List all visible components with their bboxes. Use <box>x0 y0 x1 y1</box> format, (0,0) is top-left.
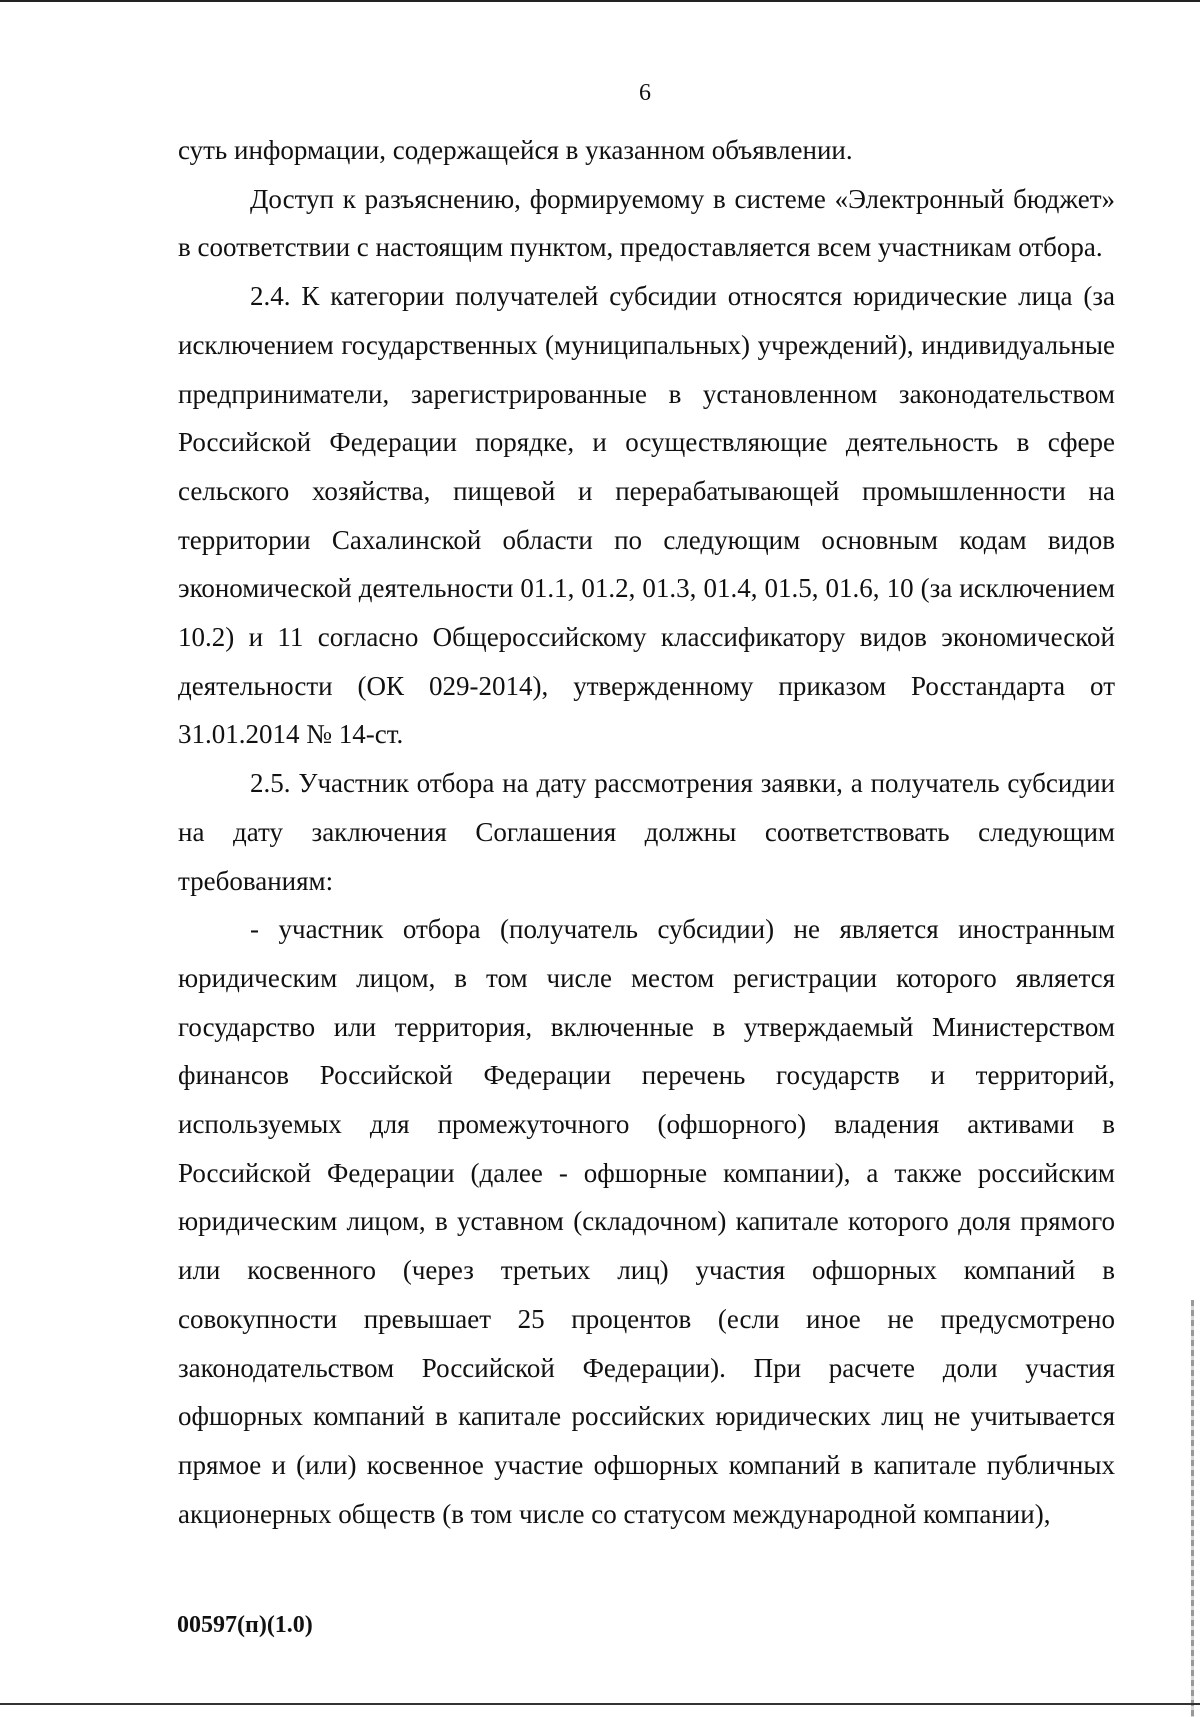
page-number: 6 <box>639 80 651 106</box>
document-code: 00597(п)(1.0) <box>177 1612 313 1638</box>
paragraph-2-4: 2.4. К категории получателей субсидии относятся юридические лица (за исключением государственных (муниципальных) учреждений), индивидуальные предприниматели, зарегистрированные в установленном законодательством Российской Федерации порядке, и осуществляющие деятельность в сфере сельского хозяйства, пищевой и перерабатывающей промышленности на территории Сахалинской области по следующим основным кодам видов экономической деятельности 01.1, 01.2, 01.3, 01.4, 01.5, 01.6, 10 (за исключением 10.2) и 11 согласно Общероссийскому классификатору видов экономической деятельности (ОК 029-2014), утвержденному приказом Росстандарта от 31.01.2014 № 14-ст. <box>178 281 1115 750</box>
scan-bottom-edge <box>0 1703 1200 1705</box>
scan-top-edge <box>0 0 1200 2</box>
paragraph-continuation: суть информации, содержащейся в указанном объявлении. <box>178 135 853 165</box>
body-text <box>178 126 1115 1538</box>
paragraph-clarification-access: Доступ к разъяснению, формируемому в системе «Электронный бюджет» в соответствии с настоящим пунктом, предоставляется всем участникам отбора. <box>178 183 1115 263</box>
scan-right-edge <box>1191 1300 1194 1717</box>
paragraph-requirement-offshore: - участник отбора (получатель субсидии) не является иностранным юридическим лицом, в том числе местом регистрации которого является государство или территория, включенные в утверждаемый Министерством финансов Российской Федерации перечень государств и территорий, используемых для промежуточного (офшорного) владения активами в Российской Федерации (далее - офшорные компании), а также российским юридическим лицом, в уставном (складочном) капитале которого доля прямого или косвенного (через третьих лиц) участия офшорных компаний в совокупности превышает 25 процентов (если иное не предусмотрено законодательством Российской Федерации). При расчете доли участия офшорных компаний в капитале российских юридических лиц не учитывается прямое и (или) косвенное участие офшорных компаний в капитале публичных акционерных обществ (в том числе со статусом международной компании), <box>178 914 1115 1529</box>
paragraph-2-5: 2.5. Участник отбора на дату рассмотрения заявки, а получатель субсидии на дату заключения Соглашения должны соответствовать следующим требованиям: <box>178 768 1115 896</box>
